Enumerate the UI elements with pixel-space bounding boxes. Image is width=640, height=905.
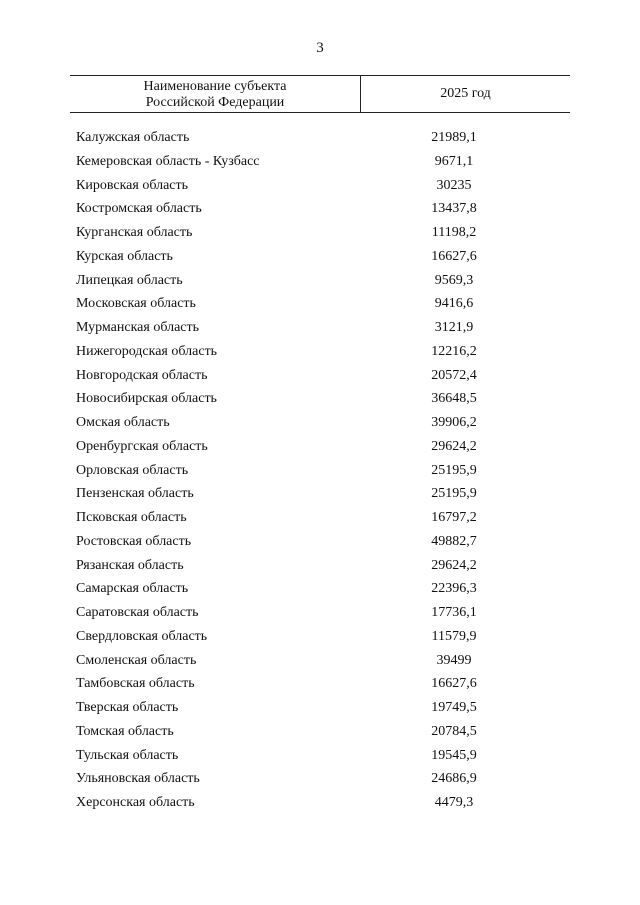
table-row [0, 176, 640, 200]
table-row [0, 152, 640, 176]
region-value-2025: 20572,4 [431, 367, 477, 383]
region-value-2025: 12216,2 [431, 343, 477, 359]
region-name: Курганская область [76, 225, 193, 240]
table-row [0, 769, 640, 793]
table-row [0, 674, 640, 698]
region-value-2025: 3121,9 [434, 320, 474, 335]
region-name: Новосибирская область [76, 391, 217, 407]
region-name: Курская область [76, 248, 173, 264]
region-name: Костромская область [76, 201, 202, 217]
table-body [0, 128, 640, 817]
region-name: Мурманская область [76, 320, 200, 335]
region-value-2025: 13437,8 [431, 201, 477, 217]
table-row [0, 389, 640, 413]
region-name: Свердловская область [76, 628, 208, 644]
table-row [0, 413, 640, 437]
region-value-2025: 16627,6 [431, 676, 477, 692]
page-number: 3 [316, 40, 324, 56]
region-value-2025: 9569,3 [434, 272, 474, 288]
region-value-2025: 20784,5 [431, 723, 477, 739]
region-name: Томская область [76, 723, 174, 739]
region-value-2025: 16627,6 [431, 248, 477, 264]
table-row [0, 698, 640, 722]
table-row [0, 627, 640, 651]
table-row [0, 342, 640, 366]
region-value-2025: 9671,1 [434, 153, 474, 169]
region-name: Нижегородская область [76, 343, 218, 359]
region-name: Калужская область [76, 130, 190, 145]
table-row [0, 651, 640, 675]
table-row [0, 128, 640, 152]
region-value-2025: 30235 [436, 177, 472, 193]
region-value-2025: 21989,1 [431, 130, 477, 145]
region-value-2025: 19545,9 [431, 747, 477, 763]
table-row [0, 247, 640, 271]
region-name: Саратовская область [76, 605, 199, 620]
table-row [0, 579, 640, 603]
region-name: Кировская область [76, 177, 189, 193]
region-value-2025: 29624,2 [431, 557, 477, 573]
table-row [0, 603, 640, 627]
region-name: Тульская область [76, 747, 179, 763]
header-subject-name-line1: Наименование субъекта [143, 79, 287, 94]
region-name: Самарская область [76, 581, 189, 597]
table-row [0, 366, 640, 390]
region-name: Тамбовская область [76, 676, 195, 692]
region-name: Кемеровская область - Кузбасс [76, 153, 260, 169]
region-value-2025: 16797,2 [431, 510, 477, 525]
region-value-2025: 11198,2 [431, 225, 477, 240]
region-name: Московская область [76, 296, 196, 312]
region-name: Смоленская область [76, 652, 197, 668]
region-value-2025: 4479,3 [434, 795, 474, 810]
table-row [0, 532, 640, 556]
table-row [0, 199, 640, 223]
region-name: Пензенская область [76, 486, 194, 502]
region-name: Ростовская область [76, 533, 192, 549]
header-subject-name [70, 76, 361, 112]
table-row [0, 508, 640, 532]
table-row [0, 318, 640, 342]
table-row [0, 722, 640, 746]
region-value-2025: 22396,3 [431, 581, 477, 597]
table-row [0, 484, 640, 508]
region-name: Оренбургская область [76, 438, 208, 454]
table-row [0, 461, 640, 485]
region-name: Тверская область [76, 700, 179, 715]
region-value-2025: 19749,5 [431, 700, 477, 715]
region-value-2025: 49882,7 [431, 533, 477, 549]
region-value-2025: 29624,2 [431, 438, 477, 454]
region-value-2025: 9416,6 [434, 296, 474, 312]
table-header [70, 75, 570, 113]
region-value-2025: 25195,9 [431, 486, 477, 502]
region-name: Орловская область [76, 462, 189, 478]
table-row [0, 271, 640, 295]
region-name: Ульяновская область [76, 771, 200, 787]
region-value-2025: 11579,9 [431, 628, 477, 644]
region-value-2025: 25195,9 [431, 462, 477, 478]
region-value-2025: 39499 [436, 652, 472, 668]
region-name: Липецкая область [76, 272, 183, 288]
table-row [0, 793, 640, 817]
region-value-2025: 36648,5 [431, 391, 477, 407]
table-row [0, 294, 640, 318]
table-row [0, 437, 640, 461]
region-name: Рязанская область [76, 557, 184, 573]
region-value-2025: 39906,2 [431, 415, 477, 430]
region-name: Новгородская область [76, 367, 208, 383]
region-value-2025: 17736,1 [431, 605, 477, 620]
region-name: Омская область [76, 415, 170, 430]
header-year: 2025 год [440, 86, 491, 101]
table-row [0, 556, 640, 580]
region-name: Херсонская область [76, 795, 195, 810]
header-subject-name-line2: Российской Федерации [145, 95, 285, 110]
region-name: Псковская область [76, 510, 187, 525]
region-value-2025: 24686,9 [431, 771, 477, 787]
table-row [0, 746, 640, 770]
table-row [0, 223, 640, 247]
